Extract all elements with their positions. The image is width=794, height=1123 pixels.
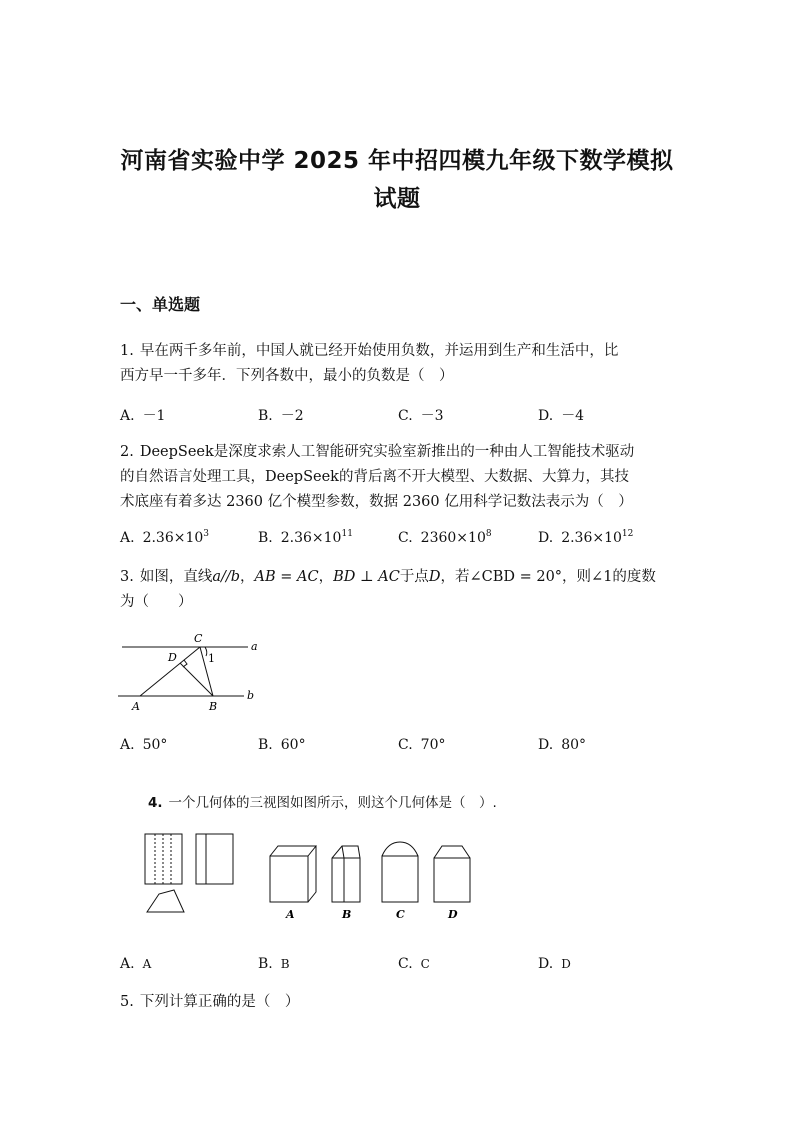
- math-expression: a//b: [212, 569, 241, 585]
- q1-options: [120, 405, 680, 427]
- option-label: C.: [398, 737, 413, 753]
- question-text: 早在两千多年前，中国人就已经开始使用负数，并运用到生产和生活中，比: [139, 343, 619, 359]
- q3-geometry-figure: [110, 628, 270, 720]
- option-c[interactable]: [398, 737, 446, 753]
- q2-options: [120, 530, 680, 552]
- label-solid-d: D: [448, 908, 458, 921]
- question-number: 5.: [120, 994, 134, 1010]
- option-label: B.: [258, 408, 273, 424]
- option-label: D.: [538, 530, 554, 546]
- question-text: ，则: [562, 569, 592, 585]
- solid-d: [434, 858, 470, 902]
- option-text: 60°: [280, 737, 306, 753]
- question-text: 于点: [399, 569, 429, 585]
- exponent: 3: [203, 529, 210, 539]
- brand-name: DeepSeek: [265, 469, 339, 485]
- option-d[interactable]: [538, 405, 584, 425]
- question-text: 下列计算正确的是（ ）: [139, 994, 300, 1010]
- section-heading: 一、单选题: [120, 295, 201, 314]
- question-text: 的度数: [612, 569, 656, 585]
- question-text: 术底座有着多达 2360 亿个模型参数，数据 2360 亿用科学记数法表示为（ ）: [120, 494, 633, 510]
- title-line-2: 试题: [373, 186, 421, 212]
- option-label: D.: [538, 408, 554, 424]
- option-label: C.: [398, 530, 413, 546]
- option-b[interactable]: [258, 530, 353, 546]
- exponent: 11: [341, 529, 353, 539]
- label-a-point: A: [132, 700, 140, 713]
- option-text: B: [280, 957, 290, 971]
- math-expression: BD ⊥ AC: [333, 569, 400, 585]
- question-text: 一个几何体的三视图如图所示，则这个几何体是（ ）.: [168, 795, 497, 811]
- option-label: A.: [120, 737, 135, 753]
- question-text: 的自然语言处理工具，: [120, 469, 265, 485]
- option-d[interactable]: [538, 737, 586, 753]
- question-5: [120, 990, 680, 1015]
- solid-b: [332, 846, 360, 902]
- math-expression: AB = AC: [254, 569, 319, 585]
- question-number: 2.: [120, 444, 134, 460]
- q4-three-views-figure: [140, 828, 250, 918]
- solid-c: [382, 856, 418, 902]
- option-text: 2360×10: [420, 530, 486, 546]
- option-label: C.: [398, 408, 413, 424]
- q4-options: [120, 956, 680, 978]
- math-expression: ∠CBD = 20°: [469, 569, 563, 585]
- question-text: 是深度求索人工智能研究实验室新推出的一种由人工智能技术驱动: [213, 444, 635, 460]
- option-text: 50°: [142, 737, 168, 753]
- angle-1-arc: [205, 647, 207, 656]
- option-c[interactable]: [398, 405, 444, 425]
- option-label: C.: [398, 956, 413, 972]
- question-text: 的背后离不开大模型、大数据、大算力，其技: [338, 469, 629, 485]
- math-expression: D: [428, 569, 441, 585]
- label-solid-a: A: [286, 908, 295, 921]
- option-text: 2.36×10: [280, 530, 342, 546]
- option-label: A.: [120, 530, 135, 546]
- question-text: 为（ ）: [120, 594, 193, 610]
- option-c[interactable]: [398, 956, 430, 972]
- option-text: 2.36×10: [142, 530, 204, 546]
- option-d[interactable]: [538, 530, 633, 546]
- option-text: 80°: [561, 737, 587, 753]
- question-text: 如图，直线: [139, 569, 213, 585]
- question-1: [120, 339, 680, 389]
- option-label: A.: [120, 408, 135, 424]
- label-c: C: [194, 632, 203, 645]
- option-c[interactable]: [398, 530, 492, 546]
- option-text: －3: [420, 408, 444, 424]
- question-text: ，若: [440, 569, 470, 585]
- option-a[interactable]: [120, 405, 165, 425]
- math-expression: ∠1: [591, 569, 613, 585]
- question-text: 西方早一千多年．下列各数中，最小的负数是（ ）: [120, 368, 454, 384]
- question-2: [120, 440, 680, 515]
- label-d: D: [168, 651, 177, 664]
- option-label: B.: [258, 530, 273, 546]
- brand-name: DeepSeek: [139, 444, 214, 460]
- option-text: －1: [142, 408, 166, 424]
- q4-solids-figure: [262, 836, 484, 928]
- label-solid-b: B: [342, 908, 352, 921]
- option-label: D.: [538, 737, 554, 753]
- option-b[interactable]: [258, 405, 304, 425]
- question-4: [148, 791, 708, 816]
- label-solid-c: C: [396, 908, 405, 921]
- label-b-line: b: [247, 689, 255, 702]
- question-number: 3.: [120, 569, 134, 585]
- solid-a: [270, 856, 308, 902]
- title-line-1: 河南省实验中学 2025 年中招四模九年级下数学模拟: [120, 148, 674, 174]
- exponent: 12: [621, 529, 634, 539]
- label-b-point: B: [209, 700, 218, 713]
- option-a[interactable]: [120, 956, 151, 972]
- question-number: 1.: [120, 343, 134, 359]
- question-text: ，: [318, 569, 334, 585]
- option-a[interactable]: [120, 530, 209, 546]
- option-label: B.: [258, 737, 273, 753]
- option-text: C: [420, 957, 430, 971]
- segment-bd: [180, 663, 213, 696]
- option-label: D.: [538, 956, 554, 972]
- option-b[interactable]: [258, 956, 290, 972]
- option-text: －4: [561, 408, 585, 424]
- exponent: 8: [485, 529, 492, 539]
- paper-title: [60, 142, 734, 218]
- option-text: 2.36×10: [561, 530, 622, 546]
- option-label: A.: [120, 956, 135, 972]
- right-angle-mark: [183, 660, 187, 667]
- top-view: [147, 890, 184, 912]
- label-angle-1: 1: [208, 652, 215, 665]
- label-a-line: a: [251, 640, 258, 653]
- question-number: 4.: [148, 795, 163, 811]
- option-label: B.: [258, 956, 273, 972]
- option-text: A: [142, 957, 152, 971]
- option-a[interactable]: [120, 737, 167, 753]
- question-3: [120, 565, 680, 615]
- option-text: －2: [280, 408, 304, 424]
- option-d[interactable]: [538, 956, 571, 972]
- question-text: ，: [240, 569, 255, 585]
- option-text: D: [561, 957, 571, 971]
- side-view: [196, 834, 233, 884]
- option-text: 70°: [420, 737, 446, 753]
- option-b[interactable]: [258, 737, 306, 753]
- q3-options: [120, 737, 680, 759]
